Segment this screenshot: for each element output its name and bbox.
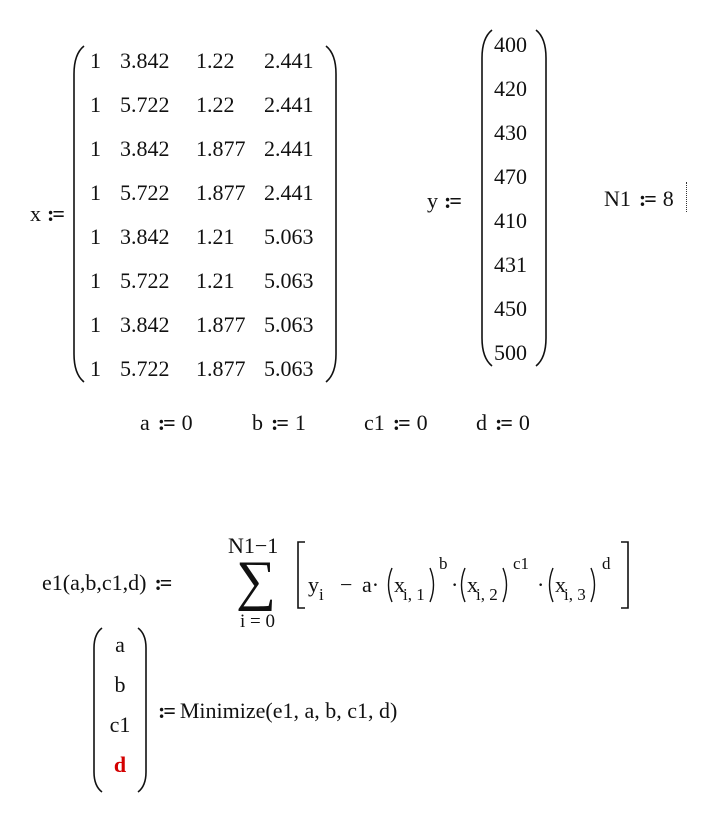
e1-lhs <box>42 572 170 594</box>
param-c1 <box>364 412 428 434</box>
param-d <box>476 412 530 434</box>
y-label <box>427 190 460 212</box>
matrix-x-cell[interactable]: 1 <box>90 224 101 249</box>
minimize-expression <box>158 700 397 722</box>
matrix-x-cell[interactable]: 1.21 <box>196 268 235 293</box>
x-assign: := <box>47 201 63 226</box>
vector-y-left-paren <box>480 28 494 368</box>
text-cursor <box>686 182 688 212</box>
matrix-x-cell[interactable]: 2.441 <box>264 136 314 161</box>
matrix-x-cell[interactable]: 5.722 <box>120 180 170 205</box>
matrix-x-cell[interactable]: 1.22 <box>196 92 235 117</box>
vector-y-cell[interactable]: 450 <box>494 296 527 321</box>
e1-x3-subscript: i, 3 <box>564 585 586 604</box>
matrix-x-cell[interactable]: 1.21 <box>196 224 235 249</box>
param-d-value[interactable]: 0 <box>518 410 530 435</box>
vector-y-cell[interactable]: 470 <box>494 164 527 189</box>
e1-x3: x <box>555 572 566 597</box>
matrix-x-cell[interactable]: 3.842 <box>120 136 170 161</box>
matrix-x-cell[interactable]: 1 <box>90 312 101 337</box>
vector-y-cell[interactable]: 500 <box>494 340 527 365</box>
minimize-var-d[interactable]: d <box>113 752 127 777</box>
matrix-x-cell[interactable]: 1.877 <box>196 356 246 381</box>
n1-definition <box>604 188 674 210</box>
matrix-x-cell[interactable]: 3.842 <box>120 312 170 337</box>
vector-y-cell[interactable]: 430 <box>494 120 527 145</box>
e1-signature: e1(a,b,c1,d) <box>42 570 147 595</box>
e1-dot-2: · <box>537 572 545 597</box>
matrix-x-cell[interactable]: 1.877 <box>196 180 246 205</box>
n1-assign: := <box>638 186 655 211</box>
param-c1-name: c1 <box>364 410 385 435</box>
y-name: y <box>427 188 438 213</box>
matrix-x-cell[interactable]: 2.441 <box>264 180 314 205</box>
param-b-name: b <box>252 410 263 435</box>
param-a-value[interactable]: 0 <box>181 410 193 435</box>
minimize-assign: := <box>158 698 174 723</box>
matrix-x-cell[interactable]: 5.063 <box>264 268 314 293</box>
e1-x2-subscript: i, 2 <box>476 585 498 604</box>
vector-y-cell[interactable]: 431 <box>494 252 527 277</box>
matrix-x-cell[interactable]: 5.722 <box>120 268 170 293</box>
x-label <box>30 203 63 225</box>
x-name: x <box>30 201 41 226</box>
param-b-assign: := <box>271 410 287 435</box>
matrix-x-cell[interactable]: 1.22 <box>196 48 235 73</box>
n1-value[interactable]: 8 <box>662 186 674 211</box>
matrix-x-cell[interactable]: 1 <box>90 48 101 73</box>
vector-y-cell[interactable]: 410 <box>494 208 527 233</box>
sum-lower-limit: i = 0 <box>240 611 275 632</box>
vector-y-cell[interactable]: 420 <box>494 76 527 101</box>
param-c1-assign: := <box>392 410 409 435</box>
matrix-x-cell[interactable]: 1 <box>90 356 101 381</box>
matrix-x-cell[interactable]: 1 <box>90 136 101 161</box>
matrix-x-cell[interactable]: 1 <box>90 180 101 205</box>
minimize-result-vector <box>92 626 148 794</box>
param-a-assign: := <box>157 410 174 435</box>
n1-name: N1 <box>604 186 631 211</box>
matrix-x-cell[interactable]: 3.842 <box>120 224 170 249</box>
matrix-x-cell[interactable]: 5.063 <box>264 356 314 381</box>
matrix-x-cell[interactable]: 5.722 <box>120 92 170 117</box>
matrix-x-cell[interactable]: 2.441 <box>264 92 314 117</box>
matrix-x-cell[interactable]: 5.063 <box>264 312 314 337</box>
summation-symbol: ∑ <box>236 550 276 612</box>
param-b <box>252 412 306 434</box>
matrix-x-left-paren <box>72 44 86 384</box>
e1-x2: x <box>467 572 478 597</box>
vector-y-cell[interactable]: 400 <box>494 32 527 57</box>
e1-outer-exponent: 2 <box>634 529 643 548</box>
matrix-x-cell[interactable]: 1.877 <box>196 136 246 161</box>
e1-exp-b: b <box>439 554 448 573</box>
sum-upper-limit: N1−1 <box>228 533 279 558</box>
y-assign: := <box>444 188 460 213</box>
e1-left-bracket <box>296 541 306 609</box>
e1-a <box>362 574 379 596</box>
e1-y-term <box>308 572 324 604</box>
param-c1-value[interactable]: 0 <box>416 410 428 435</box>
e1-y-subscript: i <box>319 585 324 604</box>
minimize-var-c1[interactable]: c1 <box>109 712 131 737</box>
e1-dot-1: · <box>451 572 459 597</box>
matrix-x-cell[interactable]: 1 <box>90 92 101 117</box>
e1-assign: := <box>154 570 171 595</box>
e1-right-bracket <box>620 541 630 609</box>
matrix-x-cell[interactable]: 1.877 <box>196 312 246 337</box>
e1-minus: − <box>340 572 353 597</box>
param-a-name: a <box>140 410 150 435</box>
e1-y: y <box>308 572 319 597</box>
e1-x1-subscript: i, 1 <box>403 585 425 604</box>
matrix-x-cell[interactable]: 5.063 <box>264 224 314 249</box>
matrix-x <box>72 44 338 384</box>
matrix-x-cell[interactable]: 2.441 <box>264 48 314 73</box>
e1-a-dot: · <box>371 572 380 597</box>
param-a <box>140 412 193 434</box>
vector-y <box>480 28 548 368</box>
param-b-value[interactable]: 1 <box>294 410 306 435</box>
minimize-var-a[interactable]: a <box>115 632 125 657</box>
e1-a-var: a <box>362 572 372 597</box>
minimize-call[interactable]: Minimize(e1, a, b, c1, d) <box>179 698 398 723</box>
param-d-assign: := <box>495 410 511 435</box>
e1-x1: x <box>394 572 405 597</box>
minimize-var-b[interactable]: b <box>114 672 126 697</box>
matrix-x-cell[interactable]: 5.722 <box>120 356 170 381</box>
matrix-x-cell[interactable]: 1 <box>90 268 101 293</box>
e1-exp-c1: c1 <box>513 554 530 573</box>
param-d-name: d <box>476 410 487 435</box>
matrix-x-right-paren <box>324 44 338 384</box>
matrix-x-cell[interactable]: 3.842 <box>120 48 170 73</box>
vector-y-right-paren <box>534 28 548 368</box>
e1-exp-d: d <box>602 554 611 573</box>
